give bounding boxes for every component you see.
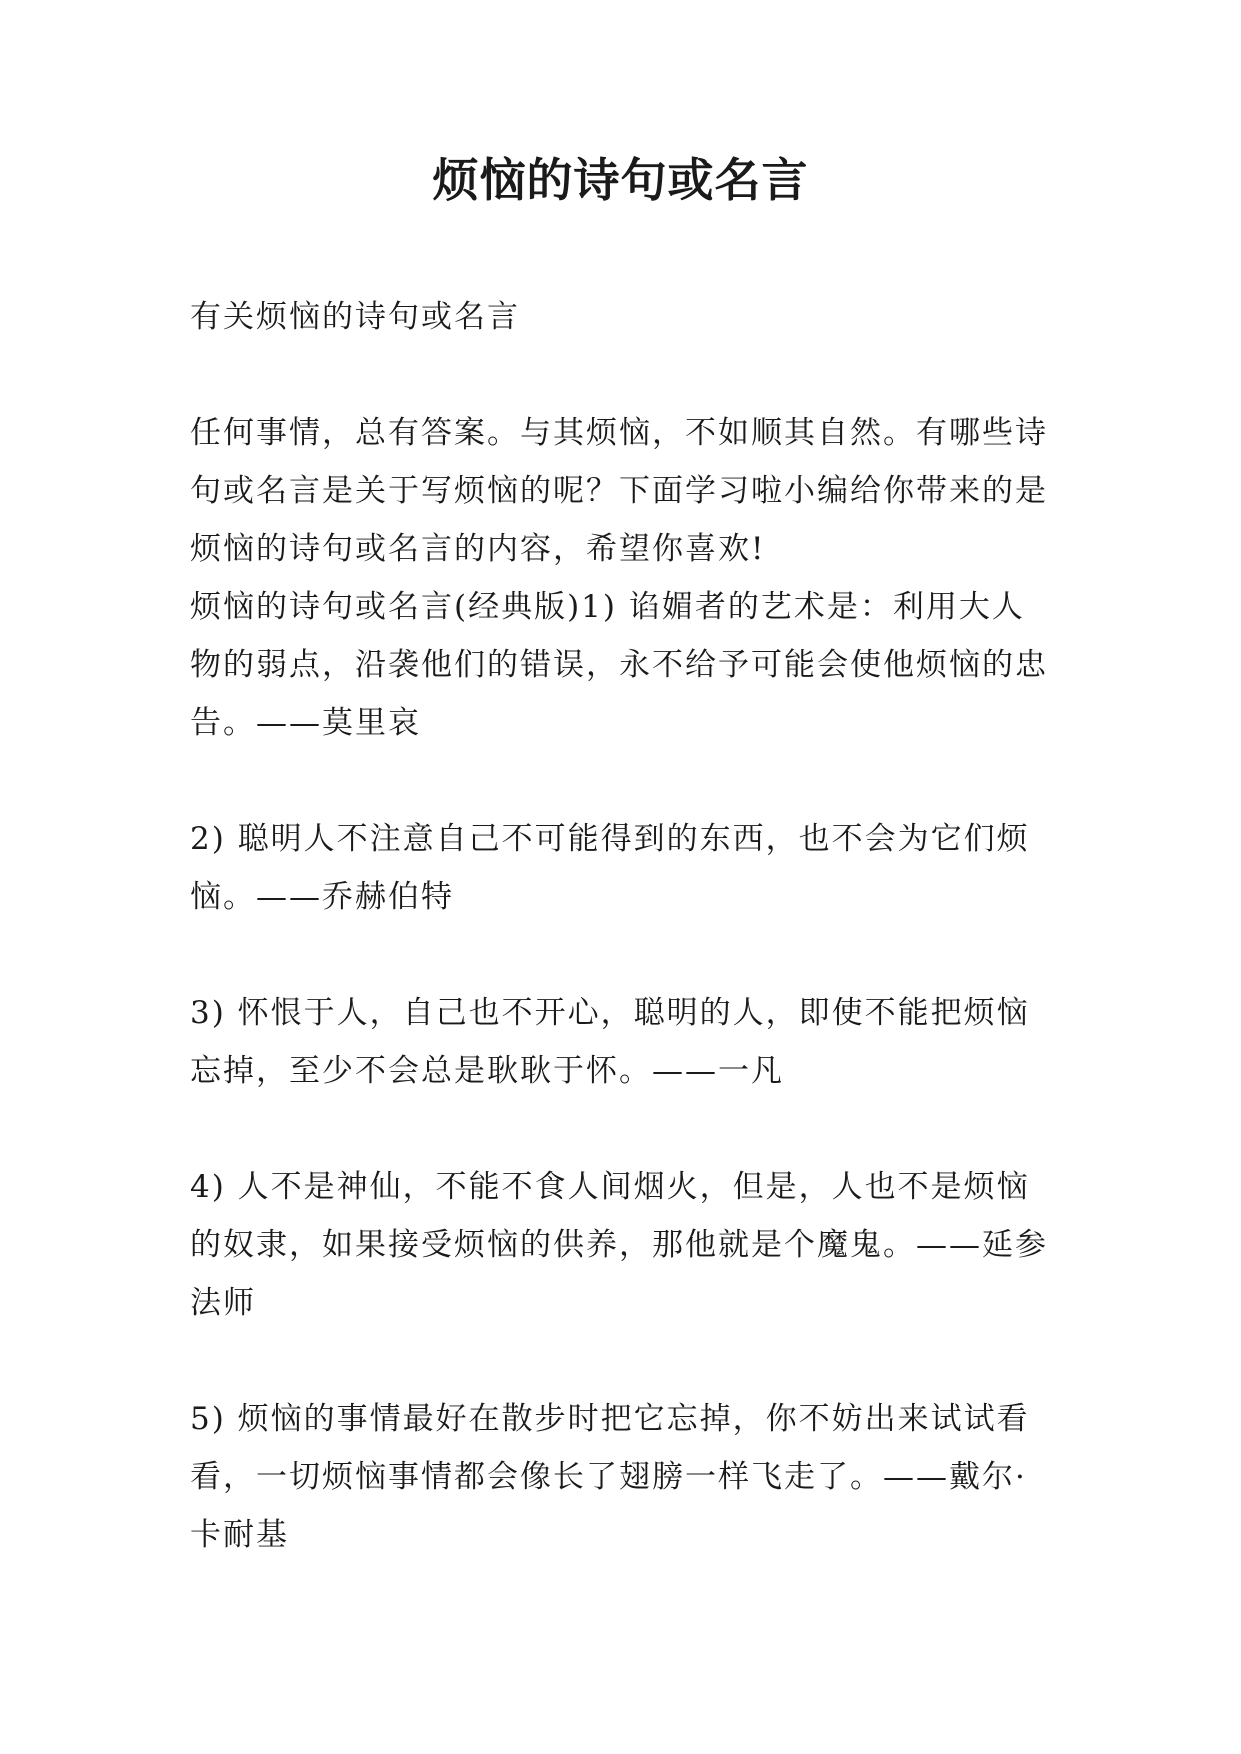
document-title: 烦恼的诗句或名言 [432,153,809,207]
document-body [190,288,1056,1564]
subtitle-paragraph: 有关烦恼的诗句或名言 [190,299,520,335]
paragraph-gap [190,926,1056,984]
intro-paragraph: 任何事情，总有答案。与其烦恼，不如顺其自然。有哪些诗句或名言是关于写烦恼的呢？下面学习啦小编给你带来的是烦恼的诗句或名言的内容，希望你喜欢! [190,415,1048,567]
paragraph-gap [190,752,1056,810]
quote-item-1: 烦恼的诗句或名言(经典版)1) 谄媚者的艺术是：利用大人物的弱点，沿袭他们的错误，永不给予可能会使他烦恼的忠告。——莫里哀 [190,589,1048,741]
paragraph-gap [190,346,1056,404]
paragraph-gap [190,1100,1056,1158]
quote-item-3: 3) 怀恨于人，自己也不开心，聪明的人，即使不能把烦恼忘掉，至少不会总是耿耿于怀。——一凡 [190,995,1030,1089]
quote-item-2: 2) 聪明人不注意自己不可能得到的东西，也不会为它们烦恼。——乔赫伯特 [190,821,1030,915]
paragraph-gap [190,1332,1056,1390]
quote-item-4: 4) 人不是神仙，不能不食人间烟火，但是，人也不是烦恼的奴隶，如果接受烦恼的供养，那他就是个魔鬼。——延参法师 [190,1169,1048,1321]
quote-item-5: 5) 烦恼的事情最好在散步时把它忘掉，你不妨出来试试看看，一切烦恼事情都会像长了翅膀一样飞走了。——戴尔·卡耐基 [190,1401,1030,1553]
